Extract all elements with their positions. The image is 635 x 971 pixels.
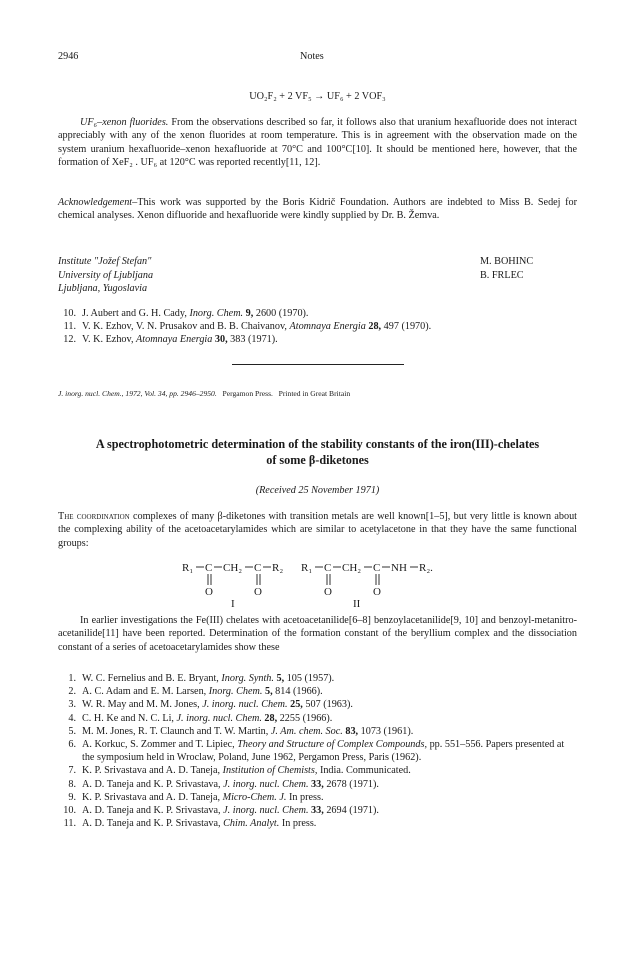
structure1-label: I <box>231 598 235 609</box>
reference-item: 1. W. C. Fernelius and B. E. Bryant, Inorg. Synth. 5, 105 (1957). <box>68 673 335 684</box>
reference-item: 2. A. C. Adam and E. M. Larsen, Inorg. Chem. 5, 814 (1966). <box>68 686 323 698</box>
page-number: 2946 <box>58 51 79 62</box>
reference-item: 12. V. K. Ezhov, Atomnaya Energia 30, 383 (1971). <box>63 334 278 346</box>
structure1-c1: C <box>205 562 213 574</box>
printed-in: Printed in Great Britain <box>278 389 351 398</box>
paragraph-text: From the observations described so far, it follows also that uranium hexafluoride does not interact appreciably with any of the xenon fluorides at room temperature. This is in agreement with the observation made on the system uranium hexafluoride–xenon hexafluoride at 70°C and 100°C[10]. It should be mentioned here, however, that the formation of XeF₂ . UF₆ at 120°C was reported recently[11, 12]. <box>58 117 578 169</box>
structure2-nh: NH <box>391 562 407 574</box>
reference-list-top <box>58 307 577 347</box>
reference-item: 4. C. H. Ke and N. C. Li, J. inorg. nucl. Chem. 28, 2255 (1966). <box>68 712 333 724</box>
paragraph-earlier-investigations: In earlier investigations the Fe(III) chelates with acetoacetanilide[6–8] benzoylacetanilide[9, 10] and benzoyl-metanitro-acetanilide[11] have been reported. Determination of the formation constant of the beryllium complex and the dissociation constant of a series of acetoacetarylamides show these <box>58 615 577 653</box>
affiliation-line: University of Ljubljana <box>58 269 154 281</box>
publisher: Pergamon Press. <box>222 389 273 398</box>
received-date: (Received 25 November 1971) <box>255 485 380 496</box>
title-line: of some β-diketones <box>266 453 369 467</box>
acknowledgement <box>58 196 577 223</box>
article-title <box>40 436 595 468</box>
intro-paragraph <box>58 510 577 550</box>
citation-text: J. inorg. nucl. Chem., 1972, Vol. 34, pp. 2946–2950. <box>58 389 217 398</box>
structure2-ch2: CH₂ <box>342 562 362 574</box>
paragraph-heading: UF₆–xenon fluorides. <box>80 117 169 128</box>
reference-item: 10. J. Aubert and G. H. Cady, Inorg. Chem. 9, 2600 (1970). <box>63 308 309 319</box>
affiliation <box>58 255 153 296</box>
acknowledgement-heading: Acknowledgement <box>58 197 133 208</box>
intro-lead: The coordination <box>58 511 130 522</box>
structure1-r2: R₂ <box>272 562 284 574</box>
author-name: M. BOHINC <box>480 256 534 267</box>
structure1-oxygen: O <box>254 586 262 598</box>
structure2-label: II <box>353 598 361 609</box>
section-divider <box>232 364 404 365</box>
structure1-ch2: CH₂ <box>223 562 243 574</box>
reference-item: 11. A. D. Taneja and K. P. Srivastava, Chim. Analyt. In press. <box>63 818 317 830</box>
structure1-r1: R₁ <box>182 562 194 574</box>
structure2-oxygen: O <box>324 586 332 598</box>
running-header: Notes <box>300 51 324 62</box>
structure1-oxygen: O <box>205 586 213 598</box>
authors <box>480 255 577 282</box>
reference-item: 5. M. M. Jones, R. T. Claunch and T. W. Martin, J. Am. chem. Soc. 83, 1073 (1961). <box>68 725 414 737</box>
reference-item: 3. W. R. May and M. M. Jones, J. inorg. nucl. Chem. 25, 507 (1963). <box>68 699 353 711</box>
affiliation-line: Institute "Jožef Stefan" <box>58 256 152 267</box>
reference-item: 8. A. D. Taneja and K. P. Srivastava, J. inorg. nucl. Chem. 33, 2678 (1971). <box>68 778 379 790</box>
reference-item: 7. K. P. Srivastava and A. D. Taneja, Institution of Chemists, India. Communicated. <box>68 765 411 777</box>
paragraph-uf6-xenon <box>58 116 577 170</box>
reference-list-bottom <box>58 672 577 830</box>
reference-item: 9. K. P. Srivastava and A. D. Taneja, Micro-Chem. J. In press. <box>68 791 324 803</box>
reference-item: 11. V. K. Ezhov, V. N. Prusakov and B. B. Chaivanov, Atomnaya Energia 28, 497 (1970). <box>63 321 432 333</box>
reference-item: 6. A. Korkuc, S. Zommer and T. Lipiec, Theory and Structure of Complex Compounds, pp. 551–556. Papers presented at the symposium held in Wroclaw, Poland, June 1962, Pergamon Press, Paris (1962). <box>68 739 565 764</box>
structure2-r2: R₂. <box>419 562 433 574</box>
journal-citation <box>58 389 350 398</box>
affiliation-line: Ljubljana, Yugoslavia <box>58 283 148 295</box>
acknowledgement-text: –This work was supported by the Boris Kidrič Foundation. Authors are indebted to Miss B. Sedej for chemical analyses. Xenon difluoride and hexafluoride were kindly supplied by Dr. B. Žemva. <box>58 197 577 222</box>
structure2-oxygen: O <box>373 586 381 598</box>
title-line: A spectrophotometric determination of the stability constants of the iron(III)-chelates <box>95 437 540 451</box>
intro-text: complexes of many β-diketones with transition metals are well known[1–5], but very little is known about the complexing ability of the acetoacetarylamides which are similar to acetylacetone in that they have the same functional groups: <box>58 511 577 549</box>
structure2-r1: R₁ <box>301 562 313 574</box>
equation: UO₂F₂ + 2 VF₅ → UF₆ + 2 VOF₃ <box>249 91 386 102</box>
structure1-c2: C <box>254 562 262 574</box>
author-name: B. FRLEC <box>480 269 524 281</box>
structural-formulas <box>170 557 470 609</box>
structure2-c1: C <box>324 562 332 574</box>
structure2-c2: C <box>373 562 381 574</box>
reference-item: 10. A. D. Taneja and K. P. Srivastava, J. inorg. nucl. Chem. 33, 2694 (1971). <box>63 805 379 817</box>
